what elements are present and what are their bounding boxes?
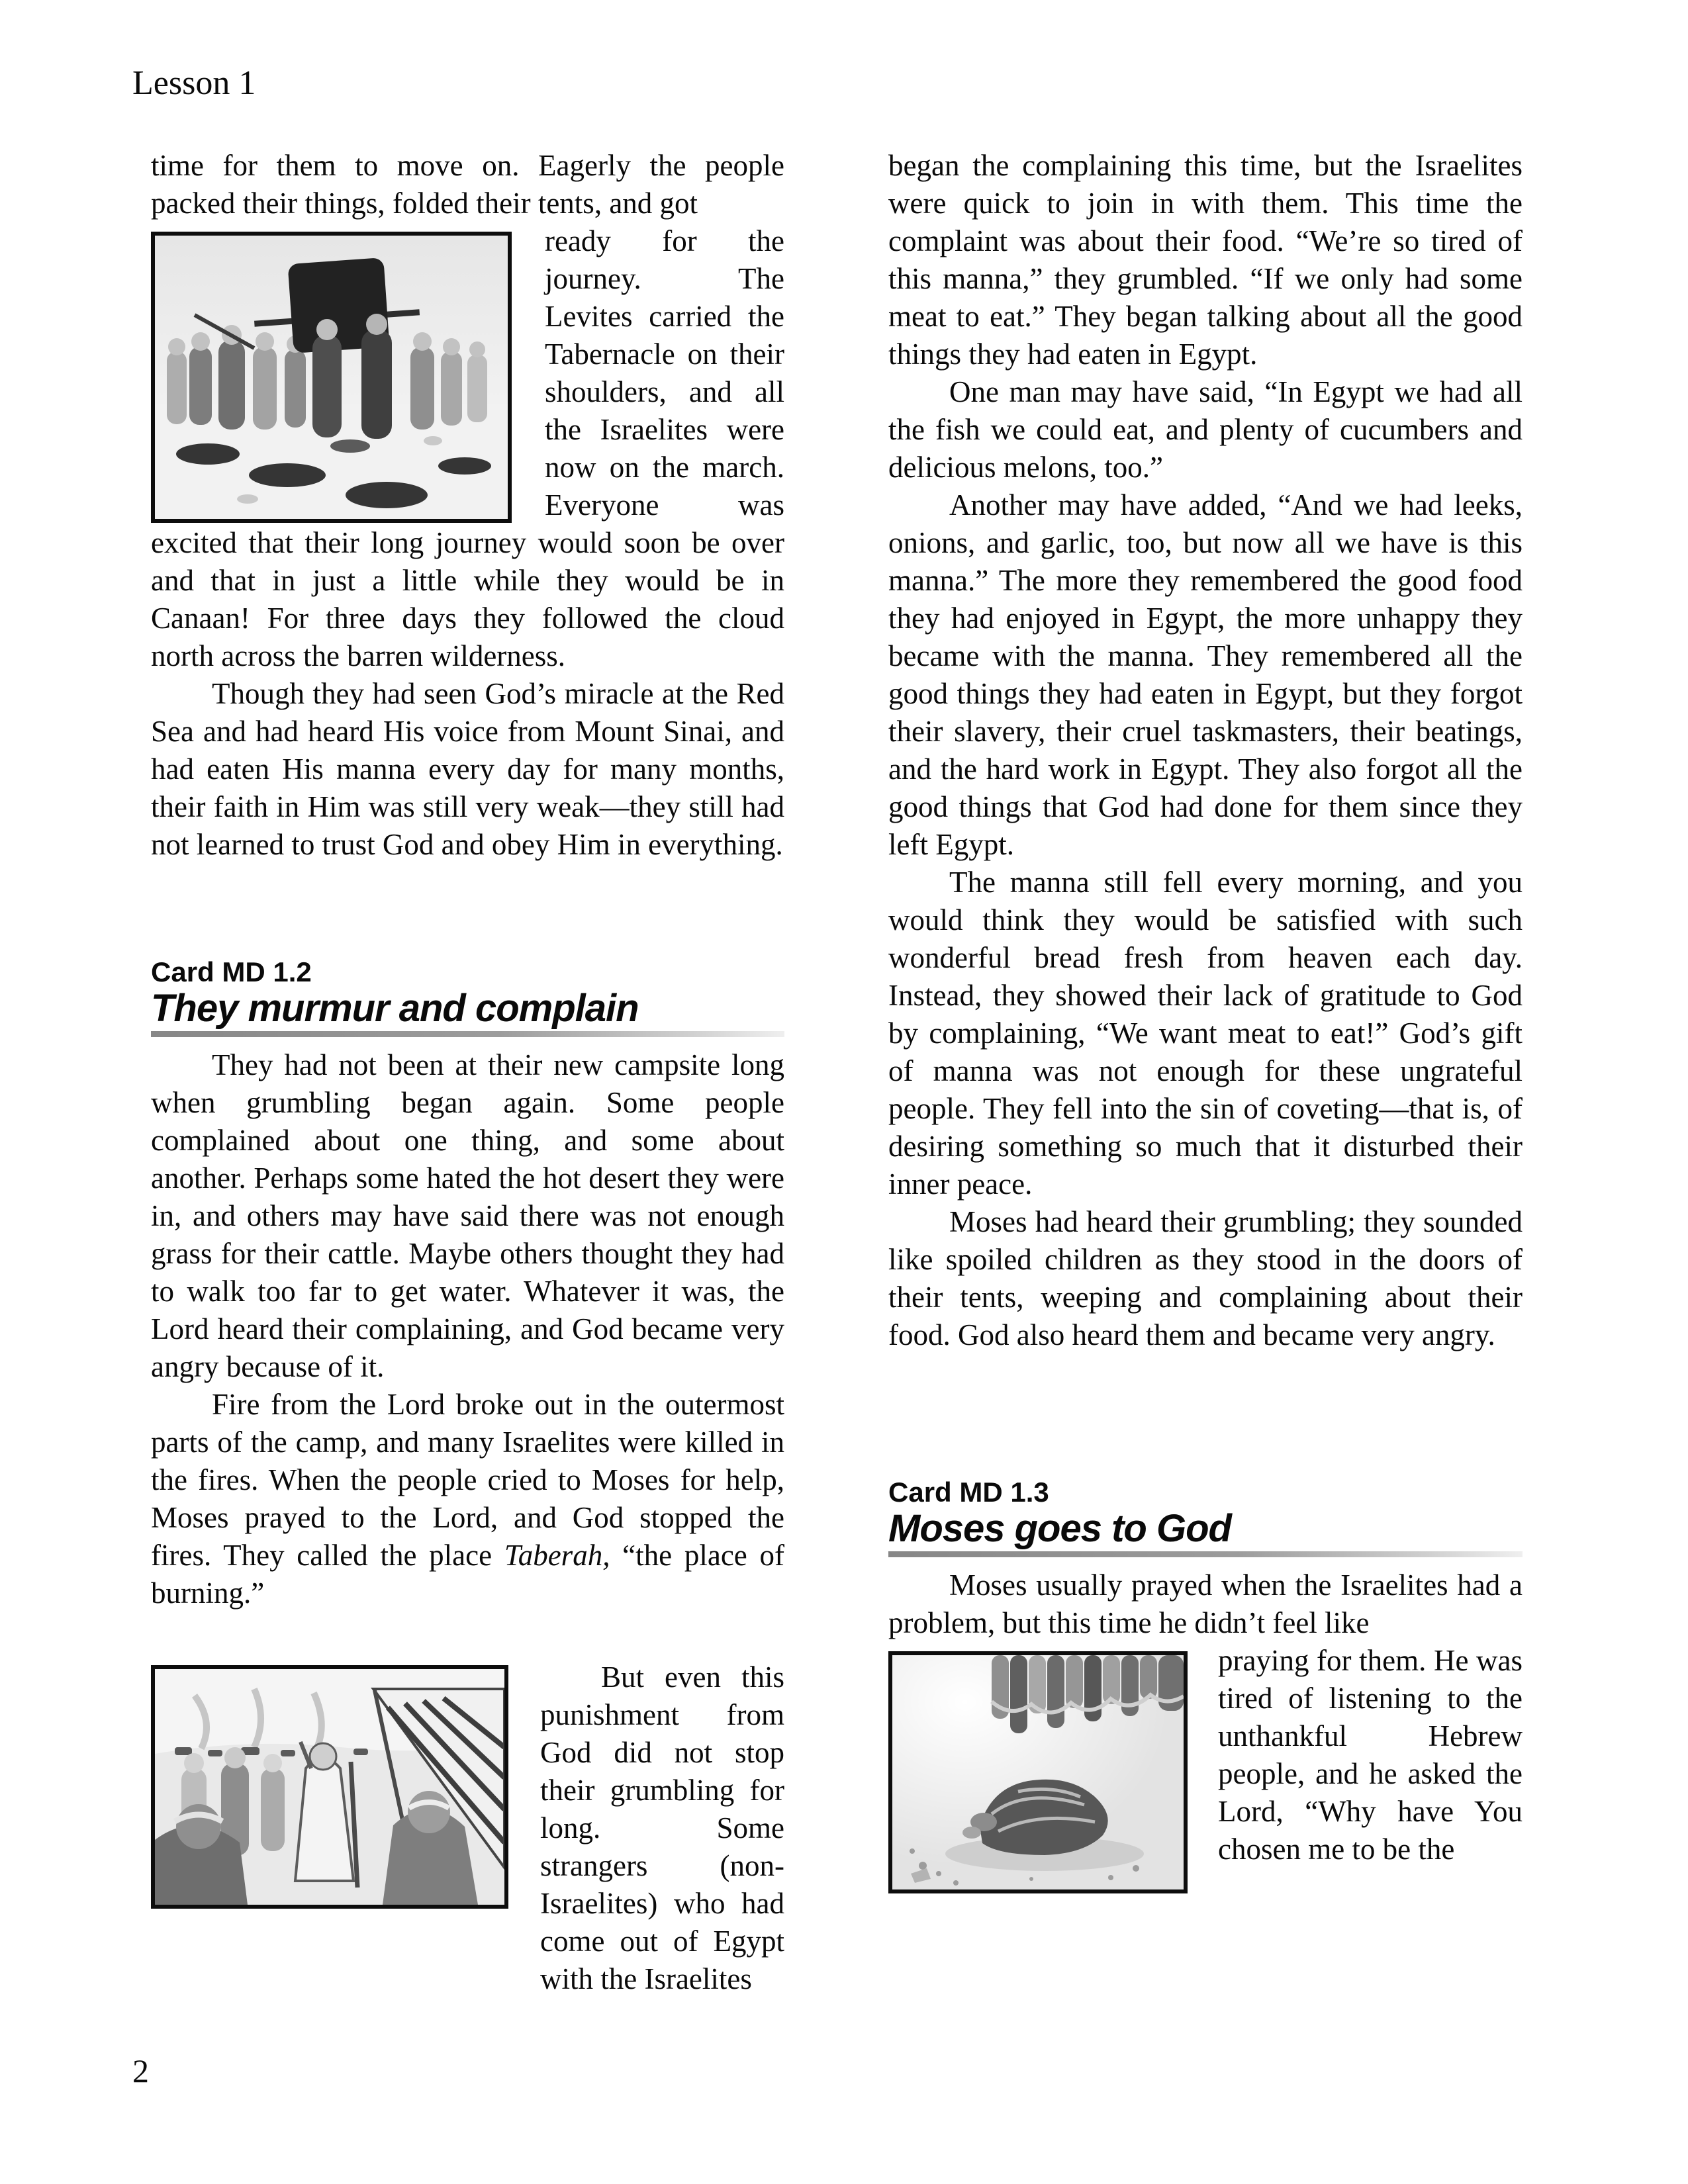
para-another-added: Another may have added, “And we had leeks, onions, and garlic, too, but now all we have is this manna.” The more they remembered the good food they had enjoyed in Egypt, the more unhappy they became with the manna. They remembered all the good things they had eaten in Egypt, but they forgot their slavery, their cruel taskmasters, their beatings, and the hard work in Egypt. They also forgot all the good things that God had done for them since they left Egypt. xyxy=(888,488,1523,861)
para-move-on-wrap xyxy=(151,222,784,675)
column-right xyxy=(888,147,1523,1940)
moses-praying-illustration xyxy=(888,1651,1188,1893)
card-md-1-3-label: Card MD 1.3 xyxy=(888,1477,1049,1508)
para-began-complaining: began the complaining this time, but the Israelites were quick to join in with them. This time the complaint was about their food. “We’re so tired of this manna,” they grumbled. “If we only had some meat to eat.” They began talking about all the good things they had eaten in Egypt. xyxy=(888,149,1523,371)
para-moses-usually-rest: praying for them. He was tired of listening to the unthankful Hebrew people, and he asked the Lord, “Why have You chosen me to be the xyxy=(1218,1644,1523,1866)
para-but-even-this-text: But even this punishment from God did not stop their grumbling for long. Some strangers (non-Israelites) who had come out of Egypt with the Israelites xyxy=(540,1661,784,1995)
moses-crowd-art xyxy=(155,1669,504,1905)
column-left xyxy=(151,147,784,1998)
para-moses-usually-wrap xyxy=(888,1642,1523,1868)
para-fire-from-lord xyxy=(151,1386,784,1612)
tabernacle-march-art xyxy=(155,236,508,519)
para-fire-before: Fire from the Lord broke out in the outermost parts of the camp, and many Israelites were killed in the fires. When the people cried to Moses for help, Moses prayed to the Lord, and God stopped the fires. They called the place xyxy=(151,1388,784,1572)
para-move-on-start: time for them to move on. Eagerly the people packed their things, folded their tents, and got xyxy=(151,149,784,220)
heading-they-murmur: They murmur and complain xyxy=(151,987,639,1030)
para-move-on-rest: ready for the journey. The Levites carried the Tabernacle on their shoulders, and all the Israelites were now on the march. Everyone was excited that their long journey would soon be over and that in just a little while they would be in Canaan! For three days they followed the cloud north across the barren wilderness. xyxy=(151,224,784,672)
para-but-even-this xyxy=(151,1659,784,1998)
para-manna-still-fell: The manna still fell every morning, and you would think they would be satisfied with such wonderful bread fresh from heaven each day. Instead, they showed their lack of gratitude to God by complaining, “We want meat to eat!” God’s gift of manna was not enough for these ungrateful people. They fell into the sin of coveting—that is, of desiring something so much that it disturbed their inner peace. xyxy=(888,866,1523,1201)
para-new-campsite: They had not been at their new campsite long when grumbling began again. Some people complained about one thing, and some about another. Perhaps some hated the hot desert they were in, and others may have said there was not enough grass for their cattle. Maybe others thought they had to walk too far to get water. Whatever it was, the Lord heard their complaining, and God became very angry because of it. xyxy=(151,1048,784,1383)
para-moses-usually-start: Moses usually prayed when the Israelites had a problem, but this time he didn’t feel like xyxy=(888,1569,1523,1639)
section-heading-block-1 xyxy=(151,956,784,1037)
tabernacle-march-illustration xyxy=(151,232,512,523)
moses-praying-art xyxy=(892,1655,1184,1889)
section-heading-block-2 xyxy=(888,1477,1523,1557)
hands xyxy=(962,1827,981,1839)
heading-moses-goes: Moses goes to God xyxy=(888,1507,1231,1550)
card-md-1-2-label: Card MD 1.2 xyxy=(151,956,312,987)
para-seen-miracle: Though they had seen God’s miracle at the Red Sea and had heard His voice from Mount Sinai, and had eaten His manna every day for many months, their faith in Him was still very weak—they still had not learned to trust God and obey Him in everything. xyxy=(151,677,784,861)
taberah-italic: Taberah, xyxy=(504,1539,610,1572)
page-number: 2 xyxy=(132,2052,149,2089)
heading-rule xyxy=(151,1031,784,1037)
para-one-man: One man may have said, “In Egypt we had all the fish we could eat, and plenty of cucumbers and delicious melons, too.” xyxy=(888,375,1523,484)
lesson-header: Lesson 1 xyxy=(132,64,256,102)
para-moses-heard: Moses had heard their grumbling; they sounded like spoiled children as they stood in the doors of their tents, weeping and complaining about their food. God also heard them and became very angry. xyxy=(888,1205,1523,1351)
moses-crowd-illustration xyxy=(151,1665,508,1909)
para-fire-after: “the place of burning.” xyxy=(151,1539,784,1610)
heading-rule xyxy=(888,1551,1523,1557)
